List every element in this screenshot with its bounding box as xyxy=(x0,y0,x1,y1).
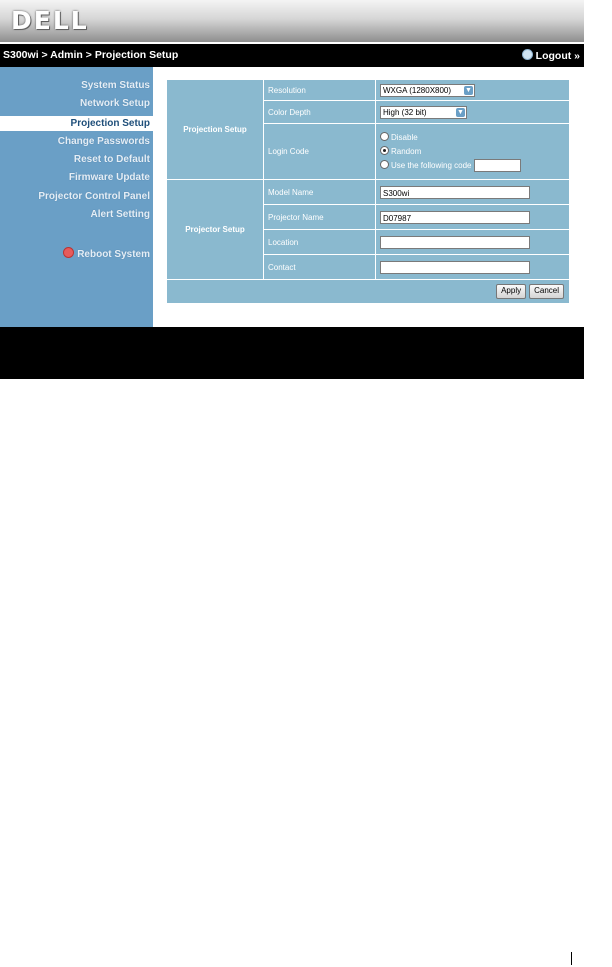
color-depth-select[interactable] xyxy=(380,106,467,119)
footer-bar xyxy=(0,327,584,379)
projector-name-label: Projector Name xyxy=(264,205,376,230)
sidebar-item-projection-setup[interactable]: Projection Setup xyxy=(0,116,153,131)
radio-use-code[interactable] xyxy=(380,160,389,169)
contact-input[interactable] xyxy=(380,261,530,274)
logout-globe-icon xyxy=(522,49,533,60)
projector-name-cell xyxy=(376,205,570,230)
logout-label: Logout » xyxy=(535,50,580,62)
location-label: Location xyxy=(264,230,376,255)
logout-link[interactable] xyxy=(522,49,580,62)
login-code-label: Login Code xyxy=(264,124,376,180)
sidebar-item-alert-setting[interactable]: Alert Setting xyxy=(90,209,150,220)
chevron-down-icon: ▼ xyxy=(465,86,472,94)
projection-setup-section-label: Projection Setup xyxy=(167,80,264,180)
reboot-label: Reboot System xyxy=(77,249,150,260)
sidebar-nav xyxy=(0,67,153,327)
random-label: Random xyxy=(391,146,422,156)
resolution-value: WXGA (1280X800) xyxy=(383,85,452,95)
resolution-label: Resolution xyxy=(264,80,376,101)
resolution-cell xyxy=(376,80,570,101)
dell-logo: DELL xyxy=(11,6,89,35)
contact-label: Contact xyxy=(264,255,376,280)
model-name-input[interactable]: S300wi xyxy=(380,186,530,199)
breadcrumb: S300wi > Admin > Projection Setup xyxy=(3,49,179,61)
color-depth-value: High (32 bit) xyxy=(383,107,427,117)
login-code-input[interactable] xyxy=(474,159,521,172)
action-row xyxy=(167,280,570,304)
location-input[interactable] xyxy=(380,236,530,249)
radio-random[interactable] xyxy=(380,146,389,155)
settings-form xyxy=(166,79,570,304)
login-code-option-disable[interactable] xyxy=(380,131,565,145)
sidebar-item-change-passwords[interactable]: Change Passwords xyxy=(57,136,150,147)
reboot-icon xyxy=(63,247,74,258)
sidebar-item-system-status[interactable]: System Status xyxy=(81,80,150,91)
model-name-label: Model Name xyxy=(264,180,376,205)
login-code-option-custom[interactable] xyxy=(380,159,565,173)
chevron-down-icon: ▼ xyxy=(457,108,464,116)
location-cell xyxy=(376,230,570,255)
projector-setup-section-label: Projector Setup xyxy=(167,180,264,280)
sidebar-item-reset-to-default[interactable]: Reset to Default xyxy=(73,154,150,165)
sidebar-item-network-setup[interactable]: Network Setup xyxy=(79,98,150,109)
radio-disable[interactable] xyxy=(380,132,389,141)
cancel-button[interactable]: Cancel xyxy=(529,284,564,299)
login-code-cell xyxy=(376,124,570,180)
breadcrumb-bar xyxy=(0,44,584,67)
contact-cell xyxy=(376,255,570,280)
main-content xyxy=(153,67,584,327)
web-admin-screenshot xyxy=(0,0,584,379)
model-name-cell xyxy=(376,180,570,205)
disable-label: Disable xyxy=(391,132,418,142)
page-edge-divider xyxy=(571,952,572,965)
sidebar-item-projector-control-panel[interactable]: Projector Control Panel xyxy=(38,191,150,202)
color-depth-label: Color Depth xyxy=(264,101,376,124)
projector-name-input[interactable]: D07987 xyxy=(380,211,530,224)
color-depth-cell xyxy=(376,101,570,124)
dell-banner xyxy=(0,0,584,42)
sidebar-item-firmware-update[interactable]: Firmware Update xyxy=(68,172,150,183)
login-code-option-random[interactable] xyxy=(380,145,565,159)
use-code-label: Use the following code xyxy=(391,160,472,170)
resolution-select[interactable] xyxy=(380,84,475,97)
apply-button[interactable]: Apply xyxy=(496,284,526,299)
reboot-system-link[interactable] xyxy=(0,247,150,260)
